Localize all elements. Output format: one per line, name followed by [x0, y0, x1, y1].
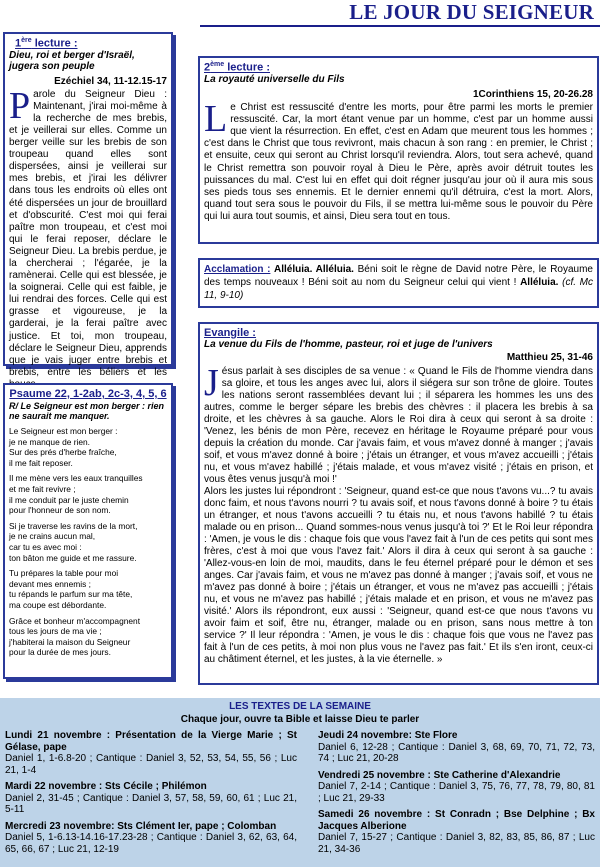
psalm-refrain: R/ Le Seigneur est mon berger : rien ne saurait me manquer. [9, 401, 165, 421]
lecture2-reference: 1Corinthiens 15, 20-26.28 [472, 88, 593, 100]
psalm-box [3, 383, 173, 679]
lecture2-subtitle: La royauté universelle du Fils [204, 73, 345, 85]
evangile-label: Evangile : [204, 327, 256, 339]
acclamation-box [198, 258, 599, 308]
day-entry: Jeudi 24 novembre: Ste Flore Daniel 6, 12-28 ; Cantique : Daniel 3, 68, 69, 70, 71, 72, 73, 74 ; Luc 21, 20-28 [318, 730, 595, 764]
lecture2-label: 2ème lecture : [204, 61, 270, 74]
lecture1-subtitle: Dieu, roi et berger d'Israël, jugera son peuple [9, 49, 135, 72]
textes-right-column [318, 730, 595, 860]
lecture1-drop-letter: P [9, 84, 31, 127]
lecture1-text: Parole du Seigneur Dieu : Maintenant, j'irai moi-même à la recherche de mes brebis, et je veillerai sur elles. Comme un berger veille sur les brebis de son troupeau quand elles sont dispersées, ainsi je veillerai sur mes brebis, et j'irai les délivrer dans tous les endroits où elles ont été dispersées un jour de brouillard et d'obscurité. C'est moi qui ferai paître mon troupeau, et c'est moi qui le ferai reposer, déclare le Seigneur Dieu. La brebis perdue, je la chercherai ; l'égarée, je la ramènerai. Celle qui est blessée, je la soignerai. Celle qui est faible, je lui rendrai des forces. Celle qui est grasse et vigoureuse, je la garderai, je la ferai paître avec justice. Et toi, mon troupeau, déclare le Seigneur Dieu, apprends que je vais juger entre brebis et brebis, entre les béliers et les [9, 84, 167, 378]
evangile-text-2: Alors les justes lui répondront : 'Seigneur, quand est-ce que nous t'avons vu...? tu avais donc faim, et nous t'avons nourri ? tu avais soif, et nous t'avons donné à boire ? tu étais un étranger, et nous t'avons accueilli ? tu étais nu, et nous t'avons habillé ? tu étais malade ou en prison... Quand sommes-nous venus jusqu'à toi ?' Et le Roi leur répondra : 'Amen, je vous le dis : chaque fois que vous l'avez fait à l'un de ces petits qui sont mes frères, c'est à moi que vous l'avez fait.' Alors il dira à ceux qui seront à sa gauche : 'Allez-vous-en loin de moi, maudits, dans le feu éternel préparé pour le démon et ses anges. Car j'avais faim, et vous ne m'avez pas donné à manger ; j'avais soif, et vous ne m'avez pas donné à boire ; j'étais un étranger, et vous ne m'avez pas accueilli ; j'étais nu, et vous ne m'avez pas habillé ; j'étais malade et en prison, et vous ne m'avez pas visité.' Alors ils répondront, eux aussi : 'Seigneur, quand est-ce que nous t'avons vu avoir faim et soif, être nu, étranger, malade ou en prison, sans nous mettre à ton service ?' Il leur répondra : 'Amen, je vous le dis : chaque fois que vous ne l'avez pas fait à l'un de ces petits, à moi non plus vous ne l'avez pas fait.' Et ils s'en iront, ceux-ci au châtiment éternel, et les justes, à la vie éternelle. » [204, 486, 593, 665]
textes-left-column [5, 730, 297, 860]
page-title: LE JOUR DU SEIGNEUR [349, 0, 594, 24]
day-entry: Samedi 26 novembre : St Conradn ; Bse Delphine ; Bx Jacques Alberione Daniel 7, 15-27 ; Cantique : Daniel 3, 82, 83, 85, 86, 87 ; Luc 21, 34-36 [318, 809, 595, 855]
lecture2-box [198, 56, 599, 244]
evangile-box [198, 322, 599, 685]
evangile-reference: Matthieu 25, 31-46 [506, 352, 593, 363]
evangile-text: Jésus parlait à ses disciples de sa venue : « Quand le Fils de l'homme viendra dans sa gloire, et tous les anges avec lui, alors il siégera sur son trône de gloire. Toutes les nations seront rassemblées devant lui ; il séparera les hommes les uns des autres, comme le berger sépare les brebis des chèvres : il placera les brebis à sa droite, et les chèvres à sa gauche. Alors le Roi dira à ceux qui seront à sa droite : 'Venez, les bénis de mon Père, recevez en héritage le Royaume préparé pour vous depuis la création du monde. Car j'avais faim, et vous m'avez donné à manger ; j'avais soif, et vous m'avez donné à boire ; j'étais un étranger, et vous m'avez accueilli ; j'étais nu, et vous m'avez habillé ; j'étais malade, et vous m'avez visité ; j'étais en prison, et vous êtes venus jusqu'à moi !' [204, 362, 593, 485]
acclamation-label: Acclamation : [204, 264, 271, 275]
psalm-stanza: Tu prépares la table pour moi devant mes ennemis ; tu répands le parfum sur ma tête, ma coupe est débordante. [9, 568, 133, 610]
lecture1-reference: Ezéchiel 34, 11-12.15-17 [54, 75, 167, 87]
day-entry: Mercredi 23 novembre: Sts Clément Ier, pape ; Colomban Daniel 5, 1-6.13-14.16-17.23-28 ; Cantique : Daniel 3, 62, 63, 64, 65, 66, 67 ; Luc 21, 12-19 [5, 820, 297, 855]
psalm-stanza: Si je traverse les ravins de la mort, je ne crains aucun mal, car tu es avec moi : ton bâton me guide et me rassure. [9, 520, 138, 563]
textes-semaine [0, 698, 600, 867]
textes-title: LES TEXTES DE LA SEMAINE [229, 701, 371, 712]
day-entry: Vendredi 25 novembre : Ste Catherine d'Alexandrie Daniel 7, 2-14 ; Cantique : Daniel 3, 75, 76, 77, 78, 79, 80, 81 ; Luc 21, 29-33 [318, 769, 595, 804]
psalm-stanza: Le Seigneur est mon berger : je ne manque de rien. Sur des prés d'herbe fraîche, il me fait reposer. [9, 426, 118, 468]
day-entry: Mardi 22 novembre : Sts Cécile ; Philémon Daniel 2, 31-45 ; Cantique : Daniel 3, 57, 58, 59, 60, 61 ; Luc 21, 5-11 [5, 781, 297, 815]
evangile-subtitle: La venue du Fils de l'homme, pasteur, roi et juge de l'univers [204, 339, 493, 350]
textes-subtitle: Chaque jour, ouvre ta Bible et laisse Dieu te parler [180, 714, 420, 725]
lecture1-label: 1ère lecture : [15, 37, 78, 50]
title-rule [200, 25, 600, 27]
psalm-stanza: Il me mène vers les eaux tranquilles et me fait revivre ; il me conduit par le juste chemin pour l'honneur de son nom. [9, 473, 143, 516]
evangile-drop-letter: J [204, 362, 219, 404]
lecture2-text: Le Christ est ressuscité d'entre les morts, pour être parmi les morts le premier ressuscité. Car, la mort étant venue par un homme, c'est par un homme aussi que vient la résurrection. En effet, c'est en Adam que meurent tous les hommes ; c'est dans le Christ que tous revivront, mais chacun à son rang : en premier, le Christ ; et ensuite, ceux qui seront au Christ lorsqu'il reviendra. Alors, tout sera achevé, quand le Christ remettra son pouvoir royal à Dieu le Père, après avoir détruit toutes les puissances du mal. C'est lui en effet qui doit régner jusqu'au jour où il aura mis sous ses pieds tous ses ennemis. Et le dernier ennemi qu'il détruira, c'est la mort. Alors, quand tout sera sous le pouvoir du Fils, il se mettra lui-même sous le pouvoir du Père qui lui aura tout soumis, et ainsi, Dieu sera tout en tous. [204, 97, 593, 223]
acclamation-text: Acclamation : Alléluia. Alléluia. Béni soit le règne de David notre Père, le Royaume des temps nouveaux ! Béni soit au nom du Seigneur celui qui vient ! Alléluia. (cf. Mc 11, 9-10) [204, 264, 594, 301]
day-entry: Lundi 21 novembre : Présentation de la Vierge Marie ; St Gélase, pape Daniel 1, 1-6.8-20 ; Cantique : Daniel 3, 52, 53, 54, 55, 56 ; Luc 21, 1-4 [5, 730, 297, 776]
psalm-label: Psaume 22, 1-2ab, 2c-3, 4, 5, 6 [9, 388, 167, 400]
lecture1-box [3, 32, 173, 378]
psalm-stanza: Grâce et bonheur m'accompagnent tous les jours de ma vie ; j'habiterai la maison du Seigneur pour la durée de mes jours. [9, 615, 141, 658]
lecture2-drop-letter: L [204, 97, 228, 140]
